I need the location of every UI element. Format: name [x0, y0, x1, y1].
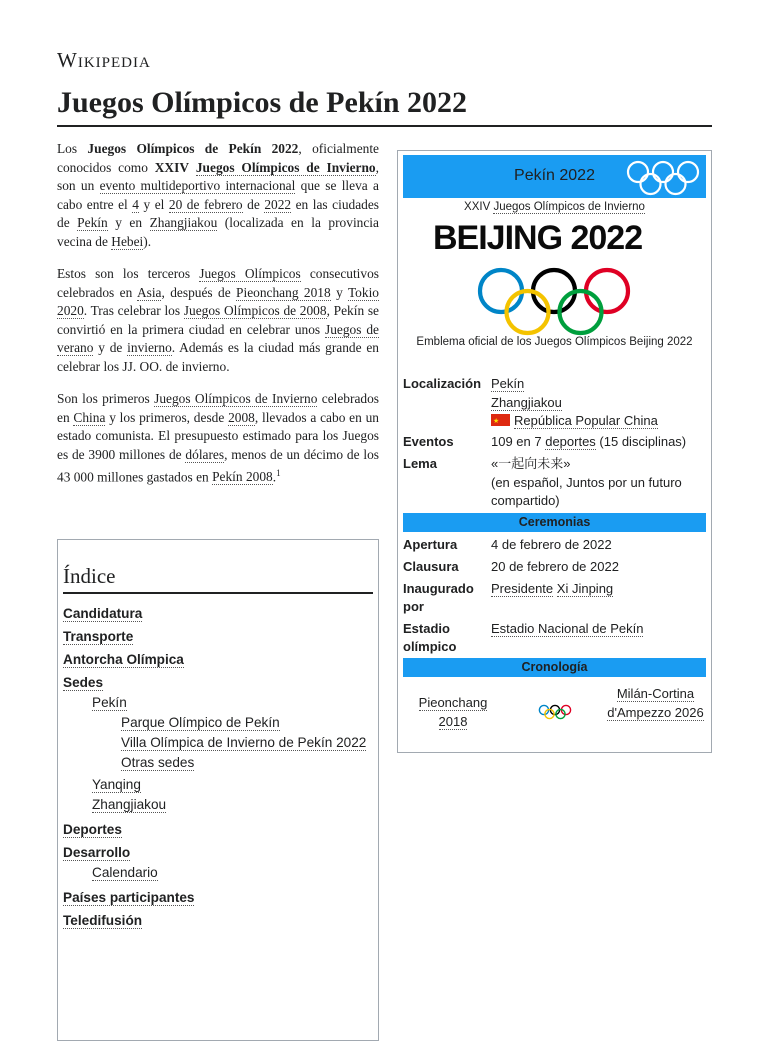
paragraph-intro: Los Juegos Olímpicos de Pekín 2022, oficialmente conocidos como XXIV Juegos Olímpicos de Invierno, son un evento multideportivo internacional que se lleva a cabo entre el 4 y el 20 de febrero de 2022 en las ciudades de Pekín y en Zhangjiakou (localizada en la provincia vecina de Hebei).	[57, 141, 380, 249]
toc-item-desarrollo[interactable]: Desarrollo	[63, 845, 131, 860]
toc-item-zhangjiakou[interactable]: Zhangjiakou	[92, 797, 167, 812]
link-jjoo-invierno[interactable]: Juegos Olímpicos de Invierno	[154, 391, 318, 406]
wikipedia-logo[interactable]: Wikipedia	[57, 48, 151, 72]
toc-item-deportes[interactable]: Deportes	[63, 822, 122, 837]
olympic-rings-small-icon	[538, 704, 572, 720]
link-20-febrero[interactable]: 20 de febrero	[168, 196, 243, 212]
link-pieonchang-2018[interactable]: Pieonchang 2018	[236, 284, 331, 300]
toc-item-parque-olimpico[interactable]: Parque Olímpico de Pekín	[121, 715, 280, 730]
link-juegos-verano[interactable]: Juegos de verano	[57, 321, 379, 355]
toc-item-antorcha[interactable]: Antorcha Olímpica	[63, 652, 184, 667]
paragraph-asia: Estos son los terceros Juegos Olímpicos consecutivos celebrados en Asia, después de Pieonchang 2018 y Tokio 2020. Tras celebrar los Juegos Olímpicos de 2008, Pekín se convirtió en la primera ciudad en celebrar unos Juegos de verano y de invierno. Además es la ciudad más grande en celebrar los JJ. OO. de invierno.	[57, 266, 379, 374]
toc-item-sedes[interactable]: Sedes	[63, 675, 104, 690]
toc-list	[63, 600, 375, 930]
chrono-prev	[408, 694, 498, 731]
label-inaugurado: Inaugurado por	[403, 581, 474, 614]
link-loc-china[interactable]: República Popular China	[514, 413, 658, 428]
toc-divider	[63, 592, 373, 594]
link-next-games[interactable]: Milán-Cortina d'Ampezzo 2026	[607, 686, 704, 720]
link-dolares[interactable]: dólares	[185, 446, 225, 462]
link-juegos-invierno[interactable]: Juegos Olímpicos de Invierno	[195, 159, 376, 175]
section-cronologia: Cronología	[403, 658, 706, 677]
beijing-2022-emblem-text: BEIJING 2022	[433, 219, 643, 257]
label-lema: Lema	[403, 456, 437, 471]
chrono-next	[603, 685, 708, 722]
label-localizacion: Localización	[403, 376, 482, 391]
link-juegos-invierno-infobox[interactable]: Juegos Olímpicos de Invierno	[493, 201, 645, 213]
value-apertura: 4 de febrero de 2022	[491, 537, 612, 552]
link-deportes[interactable]: deportes	[545, 434, 596, 449]
link-china[interactable]: China	[73, 409, 106, 425]
link-tokio-2020[interactable]: Tokio 2020	[57, 284, 379, 318]
link-juegos-olimpicos[interactable]: Juegos Olímpicos	[199, 266, 301, 281]
toc-item-transporte[interactable]: Transporte	[63, 629, 134, 644]
link-hebei[interactable]: Hebei	[111, 233, 144, 249]
infobox-title: Pekín 2022	[514, 167, 595, 184]
toc-item-villa-olimpica[interactable]: Villa Olímpica de Invierno de Pekín 2022	[121, 735, 367, 750]
link-loc-zhangjiakou[interactable]: Zhangjiakou	[491, 394, 562, 410]
link-estadio-nacional[interactable]: Estadio Nacional de Pekín	[491, 621, 644, 636]
value-lema: «一起向未来» (en español, Juntos por un futuro compartido)	[491, 456, 682, 508]
value-localizacion	[491, 375, 709, 431]
toc-title: Índice	[63, 564, 116, 588]
link-jjoo-2008[interactable]: Juegos Olímpicos de 2008	[183, 303, 327, 318]
infobox-header	[403, 155, 706, 198]
value-eventos: 109 en 7 deportes (15 disciplinas)	[491, 434, 687, 449]
value-clausura: 20 de febrero de 2022	[491, 559, 619, 574]
link-pekin[interactable]: Pekín	[77, 215, 108, 230]
link-4[interactable]: 4	[132, 196, 139, 212]
olympic-rings-emblem-icon	[476, 267, 632, 337]
toc-item-candidatura[interactable]: Candidatura	[63, 606, 143, 621]
label-estadio: Estadio olímpico	[403, 621, 457, 654]
label-apertura: Apertura	[403, 537, 458, 552]
toc-item-calendario[interactable]: Calendario	[92, 865, 158, 880]
section-ceremonias: Ceremonias	[403, 513, 706, 532]
toc-item-yanqing[interactable]: Yanqing	[92, 777, 141, 792]
link-xi-jinping[interactable]: Xi Jinping	[556, 581, 614, 596]
infobox-subtitle: XXIV Juegos Olímpicos de Invierno	[464, 201, 645, 213]
table-of-contents	[57, 539, 379, 1041]
link-zhangjiakou[interactable]: Zhangjiakou	[149, 215, 218, 230]
paragraph-china: Son los primeros Juegos Olímpicos de Invierno celebrados en China y los primeros, desde 2008, llevados a cabo en un estado comunista. El presupuesto estimado para los Juegos es de 3900 millones de dólares, menos de un décimo de los 43 000 millones gastados en Pekín 2008.$^1$	[57, 391, 380, 485]
link-evento-multideportivo[interactable]: evento multideportivo internacional	[99, 178, 296, 193]
link-loc-pekin[interactable]: Pekín	[491, 376, 525, 391]
link-pekin-2008[interactable]: Pekín 2008	[212, 469, 273, 485]
reference-1[interactable]: 1	[276, 468, 281, 478]
link-prev-games[interactable]: Pieonchang 2018	[418, 695, 488, 729]
article-body	[57, 140, 379, 501]
page-title: Juegos Olímpicos de Pekín 2022	[57, 86, 468, 119]
link-invierno[interactable]: invierno	[127, 340, 172, 355]
link-asia[interactable]: Asia	[136, 284, 162, 300]
link-2008[interactable]: 2008	[228, 409, 255, 425]
infobox	[397, 150, 712, 753]
label-eventos: Eventos	[403, 434, 454, 449]
toc-item-paises[interactable]: Países participantes	[63, 890, 195, 905]
title-divider	[57, 125, 712, 127]
value-estadio	[491, 620, 709, 639]
toc-item-teledifusion[interactable]: Teledifusión	[63, 913, 143, 928]
toc-item-pekin[interactable]: Pekín	[92, 695, 127, 710]
link-2022[interactable]: 2022	[264, 196, 292, 212]
olympic-rings-icon	[625, 160, 701, 196]
value-inaugurado	[491, 580, 709, 599]
label-clausura: Clausura	[403, 559, 459, 574]
china-flag-icon	[491, 414, 510, 426]
emblem-caption: Emblema oficial de los Juegos Olímpicos Beijing 2022	[416, 336, 693, 348]
link-presidente[interactable]: Presidente	[491, 581, 554, 596]
toc-item-otras-sedes[interactable]: Otras sedes	[121, 755, 195, 770]
